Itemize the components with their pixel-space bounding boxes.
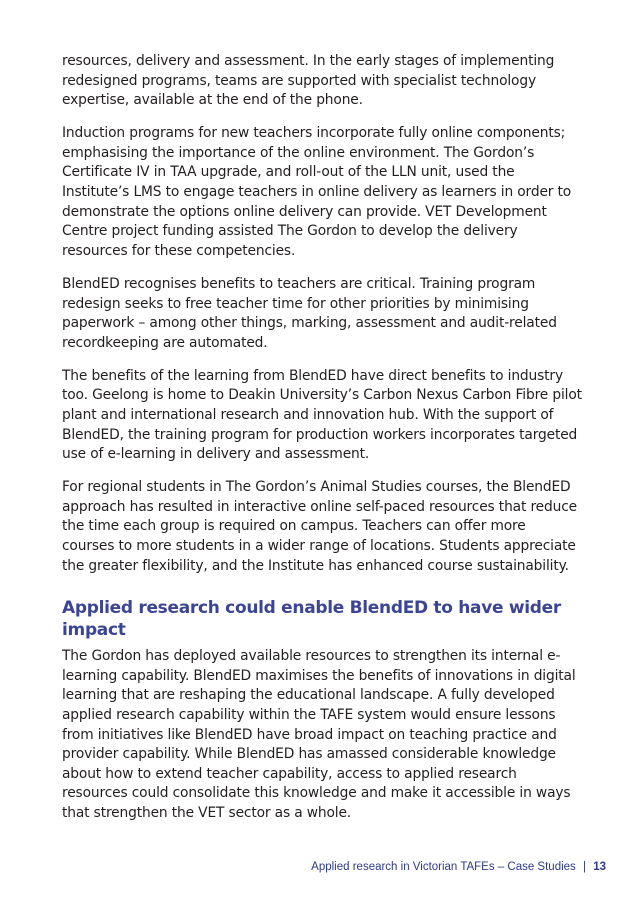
footer-separator: | <box>583 861 586 873</box>
body-paragraph: BlendED recognises benefits to teachers are critical. Training program redesign seeks to free teacher time for other priorities by minimising paperwork – among other things, marking, assessment and audit-related recordkeeping are automated. <box>62 275 557 351</box>
body-paragraph: resources, delivery and assessment. In the early stages of implementing redesigned programs, teams are supported with specialist technology expertise, available at the end of the phone. <box>62 53 555 109</box>
page-footer <box>311 861 606 873</box>
page-number: 13 <box>593 861 606 873</box>
body-paragraph: For regional students in The Gordon’s Animal Studies courses, the BlendED approach has resulted in interactive online self-paced resources that reduce the time each group is required on campus. Teachers can offer more courses to more students in a wider range of locations. Students appreciate the greater flexibility, and the Institute has enhanced course sustainability. <box>62 479 577 574</box>
footer-title: Applied research in Victorian TAFEs – Case Studies <box>311 861 576 873</box>
body-paragraph: The benefits of the learning from BlendED have direct benefits to industry too. Geelong is home to Deakin University’s Carbon Nexus Carbon Fibre pilot plant and international research and innovation hub. With the support of BlendED, the training program for production workers incorporates targeted use of e-learning in delivery and assessment. <box>62 367 582 463</box>
body-paragraph: Induction programs for new teachers incorporate fully online components; emphasising the importance of the online environment. The Gordon’s Certificate IV in TAA upgrade, and roll-out of the LLN unit, used the Institute’s LMS to engage teachers in online delivery as learners in order to demonstrate the options online delivery can provide. VET Development Centre project funding assisted The Gordon to develop the delivery resources for these competencies. <box>62 125 572 259</box>
section-heading: Applied research could enable BlendED to have wider impact <box>62 598 561 641</box>
page-content <box>62 52 582 837</box>
section-paragraph: The Gordon has deployed available resources to strengthen its internal e-learning capability. BlendED maximises the benefits of innovations in digital learning that are reshaping the educational landscape. A fully developed applied research capability within the TAFE system would ensure lessons from initiatives like BlendED have broad impact on teaching practice and provider capability. While BlendED has amassed considerable knowledge about how to extend teacher capability, access to applied research resources could consolidate this knowledge and make it accessible in ways that strengthen the VET sector as a whole. <box>62 648 576 821</box>
